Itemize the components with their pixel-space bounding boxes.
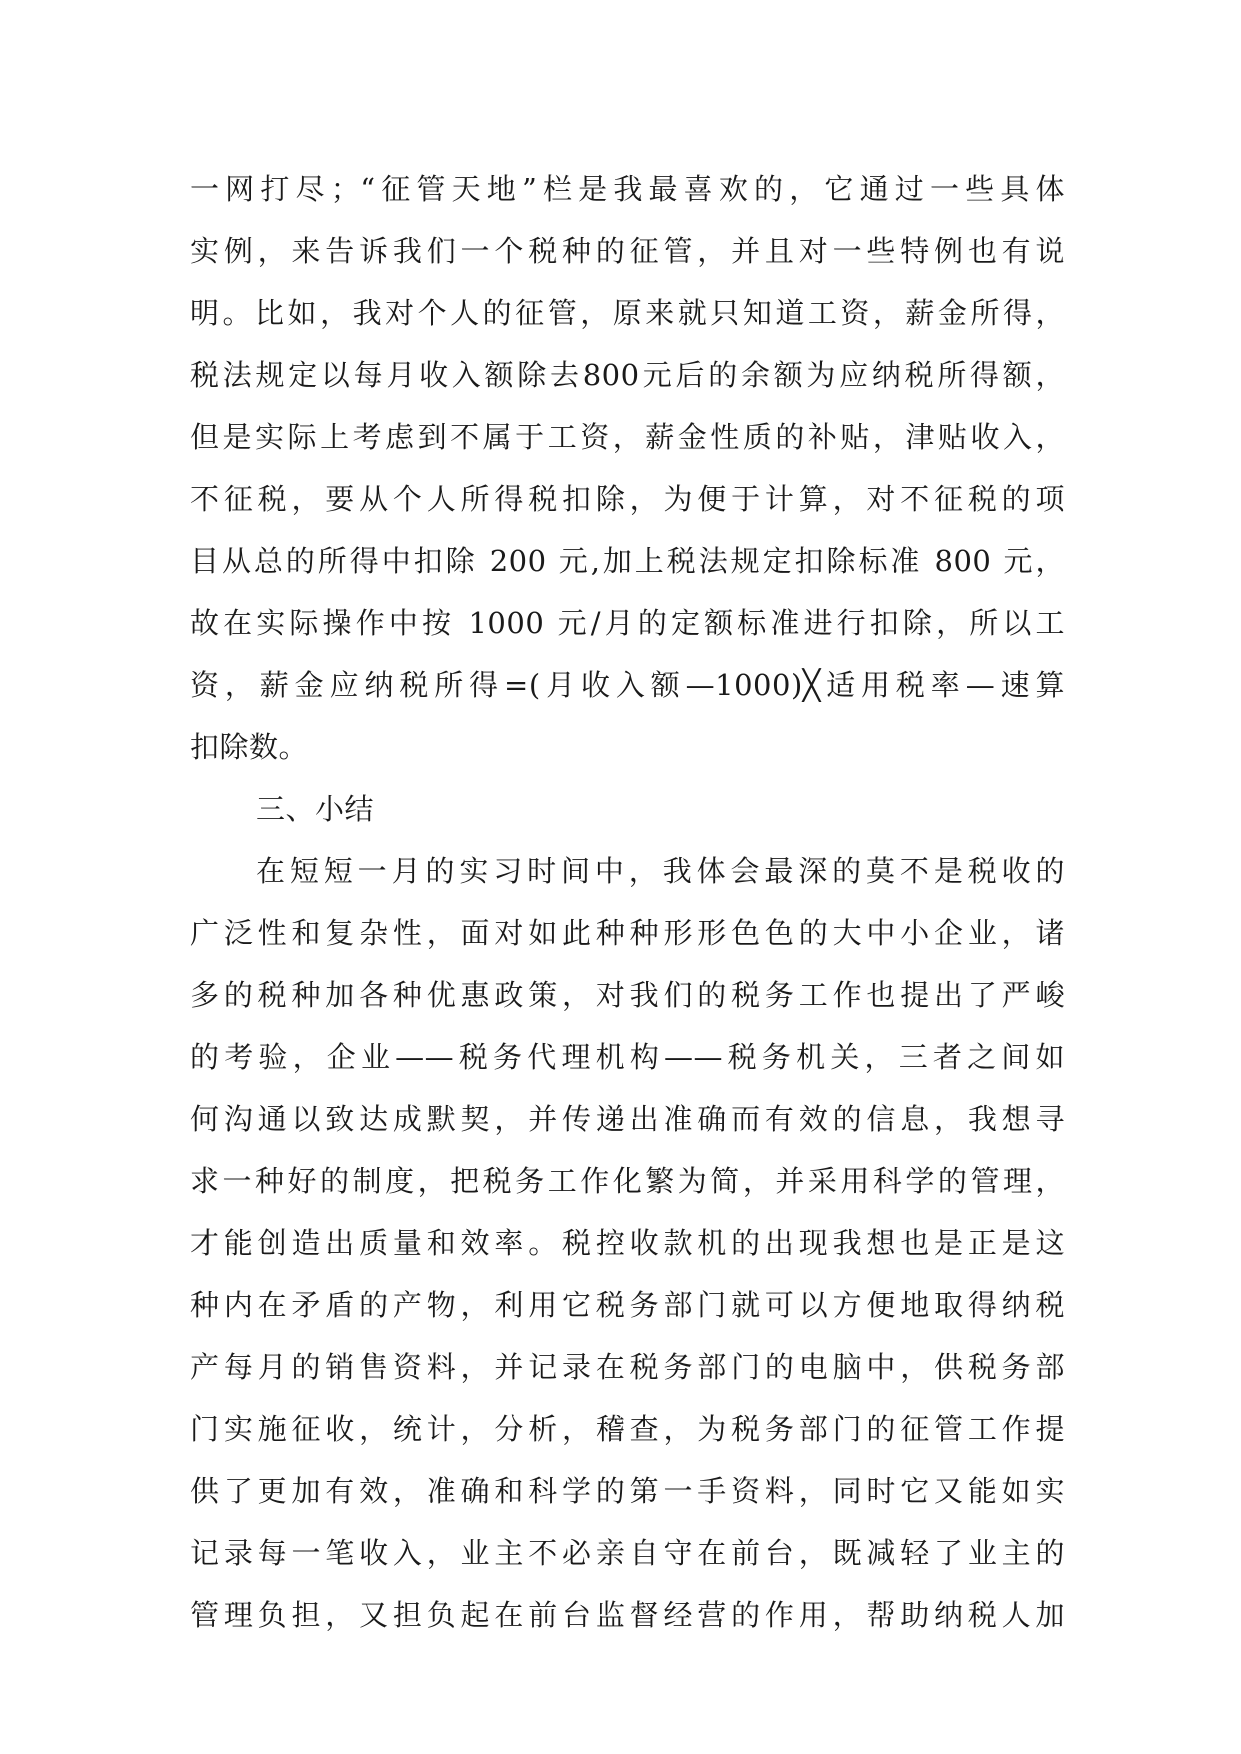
text-line: 才能创造出质量和效率。税控收款机的出现我想也是正是这 xyxy=(190,1226,1065,1260)
text-line: 求一种好的制度，把税务工作化繁为简，并采用科学的管理， xyxy=(190,1164,1065,1198)
text-line: 目从总的所得中扣除 200 元,加上税法规定扣除标准 800 元， xyxy=(190,544,1065,578)
text-line: 故在实际操作中按 1000 元/月的定额标准进行扣除，所以工 xyxy=(190,606,1065,640)
text-line: 扣除数。 xyxy=(190,730,309,764)
text-line: 何沟通以致达成默契，并传递出准确而有效的信息，我想寻 xyxy=(190,1102,1065,1136)
text-line: 一网打尽；“征管天地”栏是我最喜欢的，它通过一些具体 xyxy=(190,172,1065,206)
text-line: 记录每一笔收入，业主不必亲自守在前台，既减轻了业主的 xyxy=(190,1536,1065,1570)
text-line: 门实施征收，统计，分析，稽查，为税务部门的征管工作提 xyxy=(190,1412,1065,1446)
text-line: 不征税，要从个人所得税扣除，为便于计算，对不征税的项 xyxy=(190,482,1065,516)
text-line: 但是实际上考虑到不属于工资，薪金性质的补贴，津贴收入， xyxy=(190,420,1065,454)
body-text xyxy=(190,158,1065,1646)
text-line: 管理负担，又担负起在前台监督经营的作用，帮助纳税人加 xyxy=(190,1598,1065,1632)
section-heading: 三、小结 xyxy=(256,792,375,826)
text-line: 种内在矛盾的产物，利用它税务部门就可以方便地取得纳税 xyxy=(190,1288,1065,1322)
text-line: 供了更加有效，准确和科学的第一手资料，同时它又能如实 xyxy=(190,1474,1065,1508)
text-line: 资，薪金应纳税所得=(月收入额—1000)╳适用税率—速算 xyxy=(190,668,1065,702)
text-line: 实例，来告诉我们一个税种的征管，并且对一些特例也有说 xyxy=(190,234,1065,268)
text-line: 的考验，企业——税务代理机构——税务机关，三者之间如 xyxy=(190,1040,1065,1074)
text-line: 广泛性和复杂性，面对如此种种形形色色的大中小企业，诸 xyxy=(190,916,1065,950)
text-line: 明。比如，我对个人的征管，原来就只知道工资，薪金所得， xyxy=(190,296,1065,330)
text-line: 税法规定以每月收入额除去800元后的余额为应纳税所得额， xyxy=(190,358,1065,392)
text-line: 在短短一月的实习时间中，我体会最深的莫不是税收的 xyxy=(256,854,1065,888)
text-line: 产每月的销售资料，并记录在税务部门的电脑中，供税务部 xyxy=(190,1350,1065,1384)
text-line: 多的税种加各种优惠政策，对我们的税务工作也提出了严峻 xyxy=(190,978,1065,1012)
